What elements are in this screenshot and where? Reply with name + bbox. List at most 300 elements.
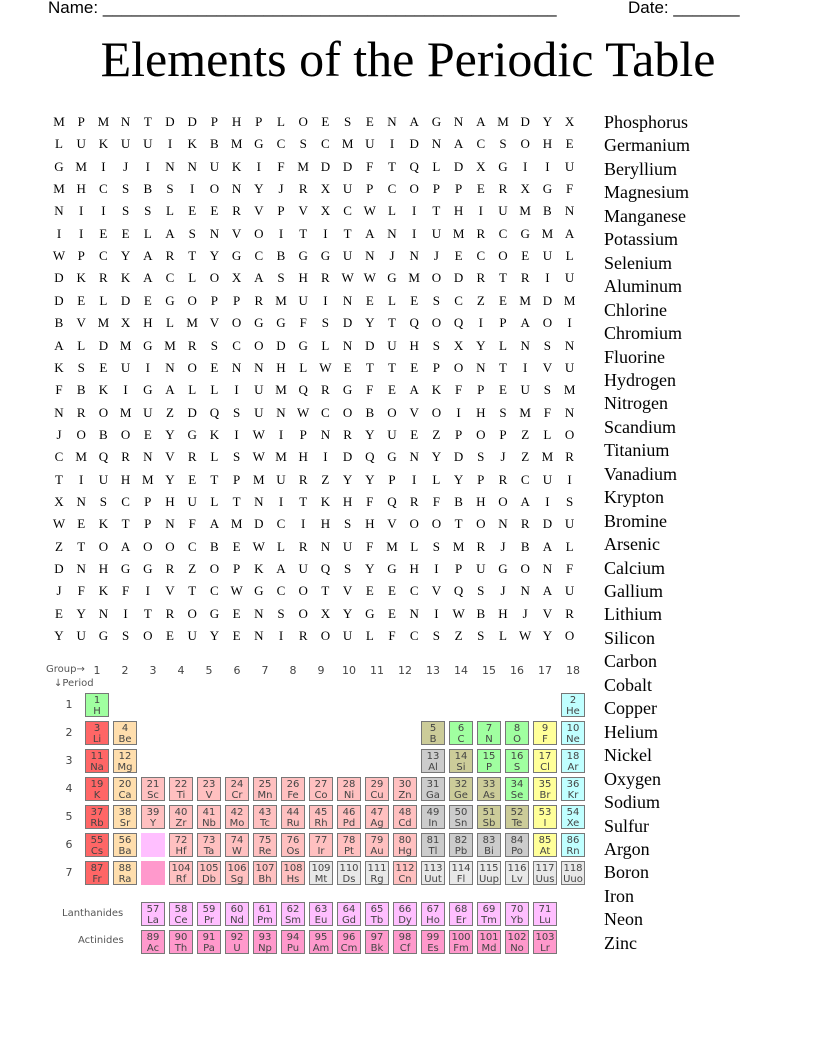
grid-letter[interactable]: N: [342, 337, 353, 353]
grid-letter[interactable]: N: [564, 203, 575, 219]
grid-letter[interactable]: O: [298, 583, 308, 599]
grid-letter[interactable]: E: [143, 426, 152, 442]
grid-letter[interactable]: J: [500, 449, 506, 465]
grid-letter[interactable]: O: [431, 315, 442, 331]
grid-letter[interactable]: E: [232, 605, 241, 621]
grid-letter[interactable]: L: [143, 225, 152, 241]
grid-letter[interactable]: S: [121, 628, 130, 644]
grid-letter[interactable]: Q: [320, 561, 331, 576]
grid-letter[interactable]: M: [519, 292, 531, 308]
element-cell[interactable]: [169, 833, 193, 857]
grid-letter[interactable]: R: [298, 181, 308, 197]
grid-letter[interactable]: J: [56, 583, 62, 599]
grid-letter[interactable]: I: [456, 404, 461, 420]
grid-letter[interactable]: E: [388, 605, 396, 621]
grid-letter[interactable]: O: [187, 359, 197, 375]
grid-letter[interactable]: U: [476, 561, 486, 576]
grid-letter[interactable]: O: [209, 561, 220, 576]
grid-letter[interactable]: R: [321, 382, 330, 398]
grid-letter[interactable]: I: [545, 158, 550, 174]
grid-letter[interactable]: U: [520, 382, 530, 398]
grid-letter[interactable]: H: [298, 449, 308, 465]
grid-letter[interactable]: C: [276, 136, 286, 152]
grid-letter[interactable]: L: [388, 292, 396, 308]
element-cell[interactable]: [197, 861, 221, 885]
grid-letter[interactable]: V: [431, 583, 442, 599]
element-cell[interactable]: [85, 833, 109, 857]
grid-letter[interactable]: C: [520, 471, 530, 487]
element-cell[interactable]: [533, 902, 557, 926]
grid-letter[interactable]: C: [99, 181, 108, 197]
grid-letter[interactable]: E: [99, 225, 108, 241]
grid-letter[interactable]: S: [477, 449, 485, 465]
grid-letter[interactable]: U: [254, 404, 264, 420]
grid-letter[interactable]: I: [412, 203, 417, 219]
grid-letter[interactable]: X: [231, 270, 242, 286]
grid-letter[interactable]: Z: [166, 404, 174, 420]
grid-letter[interactable]: V: [165, 583, 175, 599]
grid-letter[interactable]: D: [542, 292, 553, 308]
grid-letter[interactable]: N: [54, 203, 64, 219]
grid-letter[interactable]: A: [365, 225, 375, 241]
grid-letter[interactable]: X: [320, 181, 331, 197]
grid-letter[interactable]: P: [232, 471, 241, 487]
element-cell[interactable]: [449, 805, 473, 829]
grid-letter[interactable]: J: [123, 158, 129, 174]
grid-letter[interactable]: L: [365, 628, 374, 644]
grid-letter[interactable]: I: [79, 471, 84, 487]
grid-letter[interactable]: N: [98, 605, 109, 621]
grid-letter[interactable]: J: [433, 248, 439, 264]
grid-letter[interactable]: G: [320, 248, 331, 264]
grid-letter[interactable]: A: [209, 516, 220, 532]
grid-letter[interactable]: Z: [476, 292, 485, 308]
name-line[interactable]: ________________________________________________: [102, 0, 557, 17]
grid-letter[interactable]: H: [120, 471, 131, 487]
grid-letter[interactable]: E: [454, 248, 463, 264]
grid-letter[interactable]: E: [410, 426, 419, 442]
grid-letter[interactable]: V: [342, 583, 353, 599]
grid-letter[interactable]: E: [77, 292, 86, 308]
element-cell[interactable]: [113, 833, 137, 857]
grid-letter[interactable]: T: [121, 516, 130, 532]
grid-letter[interactable]: N: [254, 605, 264, 621]
element-cell[interactable]: [365, 777, 389, 801]
element-cell[interactable]: [169, 777, 193, 801]
grid-letter[interactable]: S: [232, 404, 241, 420]
grid-letter[interactable]: I: [123, 382, 128, 398]
grid-letter[interactable]: R: [121, 449, 130, 465]
grid-letter[interactable]: R: [99, 270, 108, 286]
grid-letter[interactable]: D: [187, 404, 197, 420]
grid-letter[interactable]: T: [188, 248, 197, 264]
grid-letter[interactable]: O: [476, 426, 486, 442]
grid-letter[interactable]: C: [54, 449, 64, 465]
grid-letter[interactable]: B: [476, 605, 486, 621]
grid-letter[interactable]: N: [231, 359, 242, 375]
grid-letter[interactable]: N: [143, 449, 153, 465]
grid-letter[interactable]: U: [143, 136, 153, 152]
grid-letter[interactable]: S: [477, 583, 485, 599]
grid-letter[interactable]: C: [276, 516, 286, 532]
element-cell[interactable]: [253, 930, 277, 954]
grid-letter[interactable]: U: [98, 471, 109, 487]
grid-letter[interactable]: N: [76, 493, 86, 509]
grid-letter[interactable]: M: [275, 292, 287, 308]
grid-letter[interactable]: S: [166, 181, 174, 197]
grid-letter[interactable]: E: [410, 292, 419, 308]
element-cell[interactable]: [393, 930, 417, 954]
grid-letter[interactable]: G: [98, 628, 109, 644]
grid-letter[interactable]: L: [210, 449, 219, 465]
grid-letter[interactable]: M: [119, 337, 132, 353]
grid-letter[interactable]: Y: [54, 628, 64, 644]
grid-letter[interactable]: K: [98, 516, 109, 532]
grid-letter[interactable]: T: [432, 203, 441, 219]
grid-letter[interactable]: X: [54, 493, 64, 509]
grid-letter[interactable]: D: [165, 114, 175, 129]
grid-letter[interactable]: M: [563, 382, 576, 398]
element-cell[interactable]: [477, 902, 501, 926]
grid-letter[interactable]: G: [143, 382, 153, 398]
grid-letter[interactable]: R: [343, 426, 352, 442]
grid-letter[interactable]: V: [387, 516, 397, 532]
grid-letter[interactable]: U: [120, 359, 131, 375]
grid-letter[interactable]: P: [77, 114, 85, 129]
grid-letter[interactable]: T: [210, 471, 219, 487]
element-cell[interactable]: [141, 902, 165, 926]
grid-letter[interactable]: U: [365, 136, 375, 152]
grid-letter[interactable]: P: [388, 471, 396, 487]
grid-letter[interactable]: F: [543, 404, 551, 420]
grid-letter[interactable]: S: [343, 114, 352, 129]
grid-letter[interactable]: I: [478, 203, 483, 219]
grid-letter[interactable]: R: [165, 248, 175, 264]
grid-letter[interactable]: H: [409, 337, 419, 353]
grid-letter[interactable]: T: [388, 158, 396, 174]
element-cell[interactable]: [169, 861, 193, 885]
grid-letter[interactable]: E: [166, 628, 174, 644]
grid-letter[interactable]: V: [542, 605, 553, 621]
grid-letter[interactable]: R: [76, 404, 86, 420]
grid-letter[interactable]: Y: [453, 471, 464, 487]
grid-letter[interactable]: B: [210, 136, 219, 152]
grid-letter[interactable]: H: [298, 270, 308, 286]
grid-letter[interactable]: G: [387, 270, 397, 286]
grid-letter[interactable]: U: [564, 583, 575, 599]
element-cell[interactable]: [113, 777, 137, 801]
grid-letter[interactable]: W: [252, 426, 265, 442]
grid-letter[interactable]: L: [166, 315, 174, 331]
grid-letter[interactable]: I: [323, 449, 328, 465]
grid-letter[interactable]: I: [79, 203, 84, 219]
grid-letter[interactable]: O: [231, 315, 242, 331]
grid-letter[interactable]: O: [409, 516, 419, 532]
element-cell[interactable]: [505, 930, 529, 954]
grid-letter[interactable]: Z: [454, 628, 463, 644]
grid-letter[interactable]: U: [542, 471, 553, 487]
element-cell[interactable]: [393, 833, 417, 857]
grid-letter[interactable]: W: [52, 516, 66, 532]
grid-letter[interactable]: I: [567, 471, 572, 487]
grid-letter[interactable]: O: [209, 270, 220, 286]
grid-letter[interactable]: I: [101, 203, 106, 219]
grid-letter[interactable]: U: [143, 404, 153, 420]
grid-letter[interactable]: H: [453, 203, 464, 219]
element-cell[interactable]: [309, 861, 333, 885]
grid-letter[interactable]: T: [143, 605, 152, 621]
grid-letter[interactable]: C: [165, 270, 175, 286]
element-cell[interactable]: [309, 902, 333, 926]
grid-letter[interactable]: T: [499, 359, 507, 375]
grid-letter[interactable]: Y: [120, 248, 131, 264]
grid-letter[interactable]: B: [543, 203, 552, 219]
grid-letter[interactable]: N: [165, 359, 175, 375]
grid-letter[interactable]: D: [409, 136, 419, 152]
grid-letter[interactable]: I: [478, 315, 483, 331]
element-cell[interactable]: [533, 721, 557, 745]
grid-letter[interactable]: G: [276, 315, 286, 331]
grid-letter[interactable]: P: [454, 561, 463, 576]
grid-letter[interactable]: Y: [542, 114, 553, 129]
grid-letter[interactable]: M: [541, 449, 554, 465]
grid-letter[interactable]: O: [209, 181, 220, 197]
grid-letter[interactable]: O: [98, 538, 109, 554]
grid-letter[interactable]: P: [210, 114, 218, 129]
grid-letter[interactable]: C: [476, 248, 486, 264]
grid-letter[interactable]: R: [187, 337, 197, 353]
grid-letter[interactable]: V: [231, 225, 242, 241]
grid-letter[interactable]: M: [341, 136, 354, 152]
element-cell[interactable]: [505, 721, 529, 745]
grid-letter[interactable]: L: [499, 337, 507, 353]
grid-letter[interactable]: I: [234, 426, 239, 442]
grid-letter[interactable]: G: [498, 158, 508, 174]
grid-letter[interactable]: O: [387, 404, 397, 420]
grid-letter[interactable]: L: [410, 538, 419, 554]
grid-letter[interactable]: A: [254, 270, 264, 286]
grid-letter[interactable]: R: [232, 203, 241, 219]
grid-letter[interactable]: A: [409, 382, 419, 398]
grid-letter[interactable]: E: [188, 203, 197, 219]
grid-letter[interactable]: Z: [55, 538, 63, 554]
grid-letter[interactable]: N: [365, 248, 375, 264]
element-cell[interactable]: [393, 902, 417, 926]
grid-letter[interactable]: S: [432, 337, 440, 353]
grid-letter[interactable]: L: [210, 493, 219, 509]
grid-letter[interactable]: P: [454, 426, 463, 442]
grid-letter[interactable]: K: [98, 136, 109, 152]
element-cell[interactable]: [393, 861, 417, 885]
grid-letter[interactable]: D: [342, 315, 353, 331]
element-cell[interactable]: [505, 833, 529, 857]
grid-letter[interactable]: M: [563, 292, 576, 308]
grid-letter[interactable]: D: [276, 337, 286, 353]
grid-letter[interactable]: B: [54, 315, 64, 331]
grid-letter[interactable]: S: [144, 203, 152, 219]
grid-letter[interactable]: E: [232, 628, 241, 644]
grid-letter[interactable]: P: [255, 114, 263, 129]
grid-letter[interactable]: O: [564, 628, 575, 644]
grid-letter[interactable]: D: [342, 449, 353, 465]
grid-letter[interactable]: N: [564, 337, 575, 353]
grid-letter[interactable]: P: [477, 471, 485, 487]
element-cell[interactable]: [449, 861, 473, 885]
grid-letter[interactable]: R: [165, 605, 175, 621]
grid-letter[interactable]: R: [498, 181, 508, 197]
grid-letter[interactable]: D: [453, 270, 464, 286]
grid-letter[interactable]: S: [210, 337, 218, 353]
element-cell[interactable]: [337, 902, 361, 926]
grid-letter[interactable]: V: [76, 315, 86, 331]
grid-letter[interactable]: H: [498, 605, 508, 621]
name-field[interactable]: [48, 0, 557, 18]
grid-letter[interactable]: A: [542, 583, 553, 599]
grid-letter[interactable]: W: [297, 404, 310, 420]
grid-letter[interactable]: E: [210, 203, 219, 219]
grid-letter[interactable]: Y: [365, 315, 375, 331]
grid-letter[interactable]: F: [388, 628, 396, 644]
grid-letter[interactable]: O: [498, 493, 508, 509]
element-cell[interactable]: [533, 805, 557, 829]
grid-letter[interactable]: O: [476, 516, 486, 532]
grid-letter[interactable]: U: [564, 359, 575, 375]
grid-letter[interactable]: U: [120, 136, 131, 152]
element-cell[interactable]: [225, 902, 249, 926]
grid-letter[interactable]: D: [98, 337, 109, 353]
grid-letter[interactable]: O: [187, 605, 197, 621]
element-cell[interactable]: [421, 930, 445, 954]
grid-letter[interactable]: G: [54, 158, 64, 174]
grid-letter[interactable]: C: [321, 136, 330, 152]
grid-letter[interactable]: S: [321, 315, 329, 331]
grid-letter[interactable]: U: [342, 628, 353, 644]
grid-letter[interactable]: T: [77, 538, 86, 554]
element-cell[interactable]: [561, 861, 585, 885]
grid-letter[interactable]: W: [252, 538, 265, 554]
grid-letter[interactable]: A: [564, 225, 575, 241]
element-cell[interactable]: [337, 861, 361, 885]
element-cell[interactable]: [505, 777, 529, 801]
element-cell[interactable]: [449, 902, 473, 926]
grid-letter[interactable]: F: [366, 382, 374, 398]
grid-letter[interactable]: J: [389, 248, 395, 264]
element-cell[interactable]: [421, 861, 445, 885]
element-cell[interactable]: [309, 833, 333, 857]
grid-letter[interactable]: Q: [98, 449, 109, 465]
grid-letter[interactable]: W: [363, 203, 376, 219]
grid-letter[interactable]: C: [409, 583, 419, 599]
grid-letter[interactable]: M: [97, 315, 110, 331]
grid-letter[interactable]: Y: [542, 628, 553, 644]
element-cell[interactable]: [421, 749, 445, 773]
grid-letter[interactable]: N: [54, 404, 64, 420]
grid-letter[interactable]: Y: [365, 561, 375, 576]
element-cell[interactable]: [393, 777, 417, 801]
grid-letter[interactable]: G: [143, 337, 153, 353]
grid-letter[interactable]: U: [298, 292, 308, 308]
element-cell[interactable]: [169, 930, 193, 954]
grid-letter[interactable]: P: [477, 382, 485, 398]
element-cell[interactable]: [281, 805, 305, 829]
grid-letter[interactable]: Z: [521, 426, 530, 442]
grid-letter[interactable]: D: [187, 114, 197, 129]
grid-letter[interactable]: T: [188, 583, 197, 599]
grid-letter[interactable]: T: [343, 225, 352, 241]
grid-letter[interactable]: Q: [453, 583, 464, 599]
grid-letter[interactable]: W: [341, 270, 354, 286]
grid-letter[interactable]: Y: [209, 628, 220, 644]
grid-letter[interactable]: K: [320, 493, 331, 509]
grid-letter[interactable]: E: [188, 471, 197, 487]
grid-letter[interactable]: G: [209, 605, 220, 621]
grid-letter[interactable]: I: [545, 493, 550, 509]
grid-letter[interactable]: L: [432, 158, 441, 174]
grid-letter[interactable]: O: [542, 315, 553, 331]
grid-letter[interactable]: E: [388, 583, 396, 599]
grid-letter[interactable]: N: [231, 181, 242, 197]
grid-letter[interactable]: L: [388, 203, 396, 219]
element-cell[interactable]: [225, 930, 249, 954]
grid-letter[interactable]: I: [145, 359, 150, 375]
grid-letter[interactable]: R: [476, 538, 486, 554]
grid-letter[interactable]: I: [256, 158, 261, 174]
date-line[interactable]: _______: [673, 0, 740, 17]
grid-letter[interactable]: Q: [209, 404, 220, 420]
grid-letter[interactable]: N: [320, 538, 331, 554]
grid-letter[interactable]: B: [76, 382, 86, 398]
grid-letter[interactable]: Y: [342, 605, 353, 621]
grid-letter[interactable]: I: [278, 628, 284, 644]
element-cell[interactable]: [113, 721, 137, 745]
grid-letter[interactable]: F: [299, 315, 307, 331]
grid-letter[interactable]: J: [500, 538, 506, 554]
grid-letter[interactable]: A: [476, 114, 486, 129]
grid-letter[interactable]: M: [75, 449, 87, 465]
grid-letter[interactable]: C: [276, 583, 286, 599]
grid-letter[interactable]: G: [387, 561, 397, 576]
grid-letter[interactable]: U: [542, 248, 553, 264]
grid-letter[interactable]: M: [497, 114, 509, 129]
grid-letter[interactable]: A: [165, 382, 175, 398]
grid-letter[interactable]: E: [343, 359, 352, 375]
grid-letter[interactable]: V: [409, 404, 419, 420]
grid-letter[interactable]: G: [431, 114, 442, 129]
grid-letter[interactable]: F: [565, 181, 574, 197]
element-cell[interactable]: [85, 749, 109, 773]
grid-letter[interactable]: U: [298, 561, 308, 576]
grid-letter[interactable]: H: [542, 136, 553, 152]
grid-letter[interactable]: G: [120, 561, 131, 576]
grid-letter[interactable]: D: [520, 114, 530, 129]
element-cell[interactable]: [449, 777, 473, 801]
grid-letter[interactable]: M: [519, 203, 531, 219]
grid-letter[interactable]: P: [144, 516, 152, 532]
grid-letter[interactable]: N: [520, 337, 530, 353]
grid-letter[interactable]: Q: [387, 493, 397, 509]
grid-letter[interactable]: E: [499, 382, 507, 398]
grid-letter[interactable]: O: [187, 292, 197, 308]
element-cell[interactable]: [421, 833, 445, 857]
grid-letter[interactable]: L: [55, 136, 63, 152]
grid-letter[interactable]: F: [432, 493, 440, 509]
grid-letter[interactable]: N: [254, 359, 264, 375]
grid-letter[interactable]: L: [432, 471, 441, 487]
grid-letter[interactable]: I: [190, 181, 195, 197]
grid-letter[interactable]: R: [476, 225, 486, 241]
grid-letter[interactable]: U: [254, 382, 264, 398]
grid-letter[interactable]: G: [254, 315, 264, 331]
